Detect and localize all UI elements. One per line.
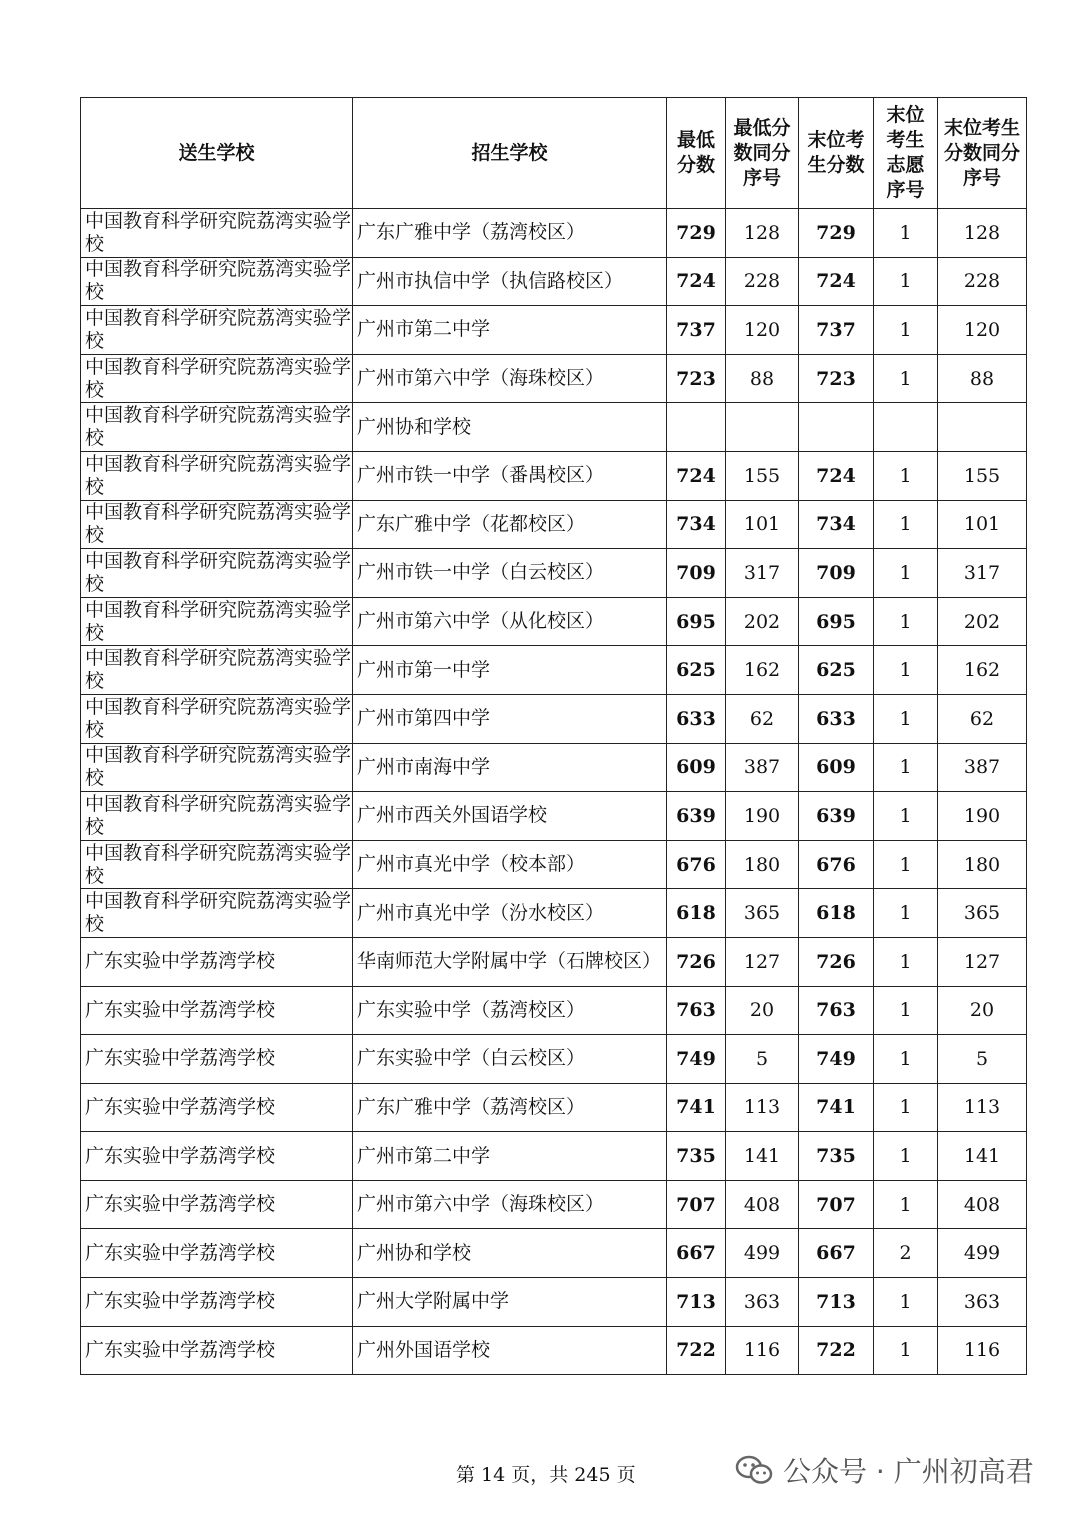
cell-min-score-tie-rank: 141 [726,1132,799,1181]
cell-last-score-tie-rank: 88 [938,354,1027,403]
cell-last-score: 722 [799,1326,874,1375]
table-row [81,694,1027,743]
cell-last-score-tie-rank: 365 [938,889,1027,938]
cell-last-score: 709 [799,549,874,598]
table-row [81,1180,1027,1229]
cell-last-choice-rank: 1 [874,1180,938,1229]
cell-min-score-tie-rank: 228 [726,257,799,306]
cell-last-score-tie-rank: 408 [938,1180,1027,1229]
cell-last-score-tie-rank [938,403,1027,452]
cell-min-score-tie-rank: 88 [726,354,799,403]
cell-admitting-school: 广州协和学校 [353,1229,667,1278]
cell-min-score: 713 [667,1278,726,1327]
cell-sending-school: 中国教育科学研究院荔湾实验学校 [81,694,353,743]
cell-min-score-tie-rank: 101 [726,500,799,549]
cell-admitting-school: 广州大学附属中学 [353,1278,667,1327]
cell-last-score-tie-rank: 162 [938,646,1027,695]
cell-last-score: 633 [799,694,874,743]
cell-last-choice-rank: 1 [874,1278,938,1327]
cell-last-choice-rank: 1 [874,694,938,743]
cell-sending-school: 中国教育科学研究院荔湾实验学校 [81,889,353,938]
table-row [81,549,1027,598]
cell-min-score: 749 [667,1035,726,1084]
cell-last-score-tie-rank: 141 [938,1132,1027,1181]
cell-admitting-school: 广州市铁一中学（番禺校区） [353,451,667,500]
cell-last-score: 676 [799,840,874,889]
cell-last-score: 763 [799,986,874,1035]
table-row [81,257,1027,306]
cell-last-score-tie-rank: 5 [938,1035,1027,1084]
score-table-container [80,97,1026,1375]
cell-min-score-tie-rank: 202 [726,597,799,646]
cell-last-score-tie-rank: 120 [938,306,1027,355]
cell-last-score: 639 [799,792,874,841]
table-row [81,840,1027,889]
cell-min-score-tie-rank: 120 [726,306,799,355]
cell-last-choice-rank: 1 [874,549,938,598]
table-row [81,597,1027,646]
cell-min-score: 726 [667,937,726,986]
cell-min-score: 618 [667,889,726,938]
table-row [81,889,1027,938]
cell-last-choice-rank: 1 [874,209,938,258]
cell-last-score-tie-rank: 190 [938,792,1027,841]
cell-admitting-school: 广州市第四中学 [353,694,667,743]
cell-last-score: 609 [799,743,874,792]
cell-admitting-school: 广东实验中学（白云校区） [353,1035,667,1084]
cell-min-score-tie-rank: 128 [726,209,799,258]
cell-sending-school: 中国教育科学研究院荔湾实验学校 [81,500,353,549]
cell-sending-school: 中国教育科学研究院荔湾实验学校 [81,646,353,695]
cell-last-choice-rank: 1 [874,792,938,841]
cell-min-score: 729 [667,209,726,258]
cell-last-choice-rank: 1 [874,306,938,355]
cell-last-score: 723 [799,354,874,403]
cell-min-score-tie-rank: 113 [726,1083,799,1132]
cell-admitting-school: 华南师范大学附属中学（石牌校区） [353,937,667,986]
cell-last-score-tie-rank: 62 [938,694,1027,743]
cell-last-score: 724 [799,451,874,500]
table-row [81,500,1027,549]
cell-last-choice-rank: 1 [874,257,938,306]
cell-sending-school: 中国教育科学研究院荔湾实验学校 [81,403,353,452]
cell-admitting-school: 广州协和学校 [353,403,667,452]
cell-admitting-school: 广州市真光中学（汾水校区） [353,889,667,938]
cell-sending-school: 广东实验中学荔湾学校 [81,1326,353,1375]
cell-min-score: 609 [667,743,726,792]
table-row [81,1229,1027,1278]
cell-min-score-tie-rank: 387 [726,743,799,792]
cell-last-score: 749 [799,1035,874,1084]
page-footer: 第 14 页，共 245 页 [456,1464,636,1486]
cell-admitting-school: 广东广雅中学（荔湾校区） [353,209,667,258]
cell-sending-school: 中国教育科学研究院荔湾实验学校 [81,792,353,841]
cell-sending-school: 广东实验中学荔湾学校 [81,937,353,986]
cell-last-score-tie-rank: 363 [938,1278,1027,1327]
cell-last-score: 724 [799,257,874,306]
cell-last-choice-rank: 1 [874,646,938,695]
cell-min-score: 695 [667,597,726,646]
table-row [81,743,1027,792]
cell-min-score: 741 [667,1083,726,1132]
table-row [81,646,1027,695]
cell-last-choice-rank: 1 [874,500,938,549]
table-row [81,354,1027,403]
cell-last-score-tie-rank: 128 [938,209,1027,258]
cell-last-score: 735 [799,1132,874,1181]
cell-min-score-tie-rank: 62 [726,694,799,743]
score-table [80,97,1027,1375]
cell-sending-school: 广东实验中学荔湾学校 [81,1035,353,1084]
cell-last-score: 667 [799,1229,874,1278]
cell-min-score: 734 [667,500,726,549]
cell-sending-school: 中国教育科学研究院荔湾实验学校 [81,549,353,598]
cell-sending-school: 中国教育科学研究院荔湾实验学校 [81,354,353,403]
cell-admitting-school: 广州市第一中学 [353,646,667,695]
cell-last-score: 726 [799,937,874,986]
cell-min-score-tie-rank: 162 [726,646,799,695]
cell-admitting-school: 广州市南海中学 [353,743,667,792]
cell-last-score-tie-rank: 20 [938,986,1027,1035]
cell-admitting-school: 广州市第二中学 [353,1132,667,1181]
table-row [81,209,1027,258]
cell-min-score-tie-rank: 499 [726,1229,799,1278]
cell-last-score: 707 [799,1180,874,1229]
cell-last-choice-rank: 1 [874,354,938,403]
cell-sending-school: 广东实验中学荔湾学校 [81,1278,353,1327]
table-row [81,306,1027,355]
cell-min-score: 633 [667,694,726,743]
table-row [81,986,1027,1035]
cell-last-score-tie-rank: 228 [938,257,1027,306]
cell-last-choice-rank [874,403,938,452]
cell-last-score: 741 [799,1083,874,1132]
table-row [81,1326,1027,1375]
cell-admitting-school: 广州市西关外国语学校 [353,792,667,841]
cell-min-score: 737 [667,306,726,355]
cell-admitting-school: 广州市第六中学（从化校区） [353,597,667,646]
cell-sending-school: 中国教育科学研究院荔湾实验学校 [81,257,353,306]
cell-last-score-tie-rank: 101 [938,500,1027,549]
table-row [81,451,1027,500]
cell-admitting-school: 广东广雅中学（花都校区） [353,500,667,549]
cell-last-score-tie-rank: 499 [938,1229,1027,1278]
cell-sending-school: 广东实验中学荔湾学校 [81,986,353,1035]
table-row [81,403,1027,452]
cell-sending-school: 广东实验中学荔湾学校 [81,1083,353,1132]
watermark-text: 公众号 · 广州初高君 [783,1455,1034,1488]
cell-last-score-tie-rank: 317 [938,549,1027,598]
cell-admitting-school: 广州市第二中学 [353,306,667,355]
table-row [81,1035,1027,1084]
header-last-score-tie-rank: 末位考生分数同分序号 [938,98,1027,209]
cell-last-score-tie-rank: 202 [938,597,1027,646]
header-row [81,98,1027,209]
cell-min-score: 724 [667,257,726,306]
header-min-score-tie-rank: 最低分数同分序号 [726,98,799,209]
cell-last-score: 618 [799,889,874,938]
cell-min-score: 667 [667,1229,726,1278]
cell-sending-school: 广东实验中学荔湾学校 [81,1229,353,1278]
cell-min-score-tie-rank: 408 [726,1180,799,1229]
watermark [735,1450,1034,1490]
cell-last-score-tie-rank: 155 [938,451,1027,500]
cell-sending-school: 中国教育科学研究院荔湾实验学校 [81,209,353,258]
cell-last-score: 625 [799,646,874,695]
cell-last-choice-rank: 1 [874,1132,938,1181]
cell-min-score: 763 [667,986,726,1035]
table-body [81,209,1027,1375]
cell-last-score [799,403,874,452]
cell-last-score-tie-rank: 127 [938,937,1027,986]
cell-min-score: 676 [667,840,726,889]
header-sending-school: 送生学校 [81,98,353,209]
cell-sending-school: 中国教育科学研究院荔湾实验学校 [81,597,353,646]
cell-last-score: 713 [799,1278,874,1327]
cell-min-score: 722 [667,1326,726,1375]
cell-last-choice-rank: 1 [874,937,938,986]
cell-last-choice-rank: 1 [874,986,938,1035]
cell-last-choice-rank: 1 [874,1083,938,1132]
cell-admitting-school: 广州市真光中学（校本部） [353,840,667,889]
cell-last-score-tie-rank: 113 [938,1083,1027,1132]
wechat-icon [735,1455,773,1485]
cell-min-score: 707 [667,1180,726,1229]
cell-last-score-tie-rank: 180 [938,840,1027,889]
cell-admitting-school: 广东实验中学（荔湾校区） [353,986,667,1035]
cell-sending-school: 广东实验中学荔湾学校 [81,1132,353,1181]
cell-admitting-school: 广州市铁一中学（白云校区） [353,549,667,598]
cell-min-score-tie-rank: 127 [726,937,799,986]
header-min-score: 最低分数 [667,98,726,209]
cell-admitting-school: 广东广雅中学（荔湾校区） [353,1083,667,1132]
cell-sending-school: 中国教育科学研究院荔湾实验学校 [81,743,353,792]
cell-last-choice-rank: 1 [874,1326,938,1375]
cell-last-score: 734 [799,500,874,549]
cell-min-score-tie-rank: 180 [726,840,799,889]
cell-last-choice-rank: 1 [874,597,938,646]
cell-last-score: 729 [799,209,874,258]
cell-min-score-tie-rank: 365 [726,889,799,938]
cell-sending-school: 广东实验中学荔湾学校 [81,1180,353,1229]
cell-last-score-tie-rank: 387 [938,743,1027,792]
cell-last-score: 695 [799,597,874,646]
table-row [81,1083,1027,1132]
cell-admitting-school: 广州市第六中学（海珠校区） [353,1180,667,1229]
cell-min-score: 625 [667,646,726,695]
cell-min-score: 723 [667,354,726,403]
cell-min-score-tie-rank: 116 [726,1326,799,1375]
cell-min-score [667,403,726,452]
table-row [81,1278,1027,1327]
cell-min-score-tie-rank: 317 [726,549,799,598]
cell-min-score-tie-rank: 155 [726,451,799,500]
cell-last-choice-rank: 1 [874,743,938,792]
cell-last-choice-rank: 1 [874,451,938,500]
header-last-choice-rank: 末位考生志愿序号 [874,98,938,209]
cell-min-score-tie-rank: 363 [726,1278,799,1327]
cell-last-choice-rank: 1 [874,889,938,938]
table-row [81,937,1027,986]
cell-last-choice-rank: 1 [874,1035,938,1084]
cell-last-choice-rank: 2 [874,1229,938,1278]
cell-admitting-school: 广州市第六中学（海珠校区） [353,354,667,403]
cell-min-score-tie-rank: 20 [726,986,799,1035]
table-row [81,1132,1027,1181]
cell-sending-school: 中国教育科学研究院荔湾实验学校 [81,306,353,355]
header-last-score: 末位考生分数 [799,98,874,209]
table-row [81,792,1027,841]
cell-min-score-tie-rank [726,403,799,452]
cell-min-score: 709 [667,549,726,598]
cell-admitting-school: 广州市执信中学（执信路校区） [353,257,667,306]
cell-min-score-tie-rank: 190 [726,792,799,841]
cell-admitting-school: 广州外国语学校 [353,1326,667,1375]
cell-min-score-tie-rank: 5 [726,1035,799,1084]
cell-last-score: 737 [799,306,874,355]
cell-min-score: 735 [667,1132,726,1181]
cell-last-choice-rank: 1 [874,840,938,889]
cell-sending-school: 中国教育科学研究院荔湾实验学校 [81,451,353,500]
cell-sending-school: 中国教育科学研究院荔湾实验学校 [81,840,353,889]
cell-min-score: 724 [667,451,726,500]
header-admitting-school: 招生学校 [353,98,667,209]
cell-min-score: 639 [667,792,726,841]
cell-last-score-tie-rank: 116 [938,1326,1027,1375]
